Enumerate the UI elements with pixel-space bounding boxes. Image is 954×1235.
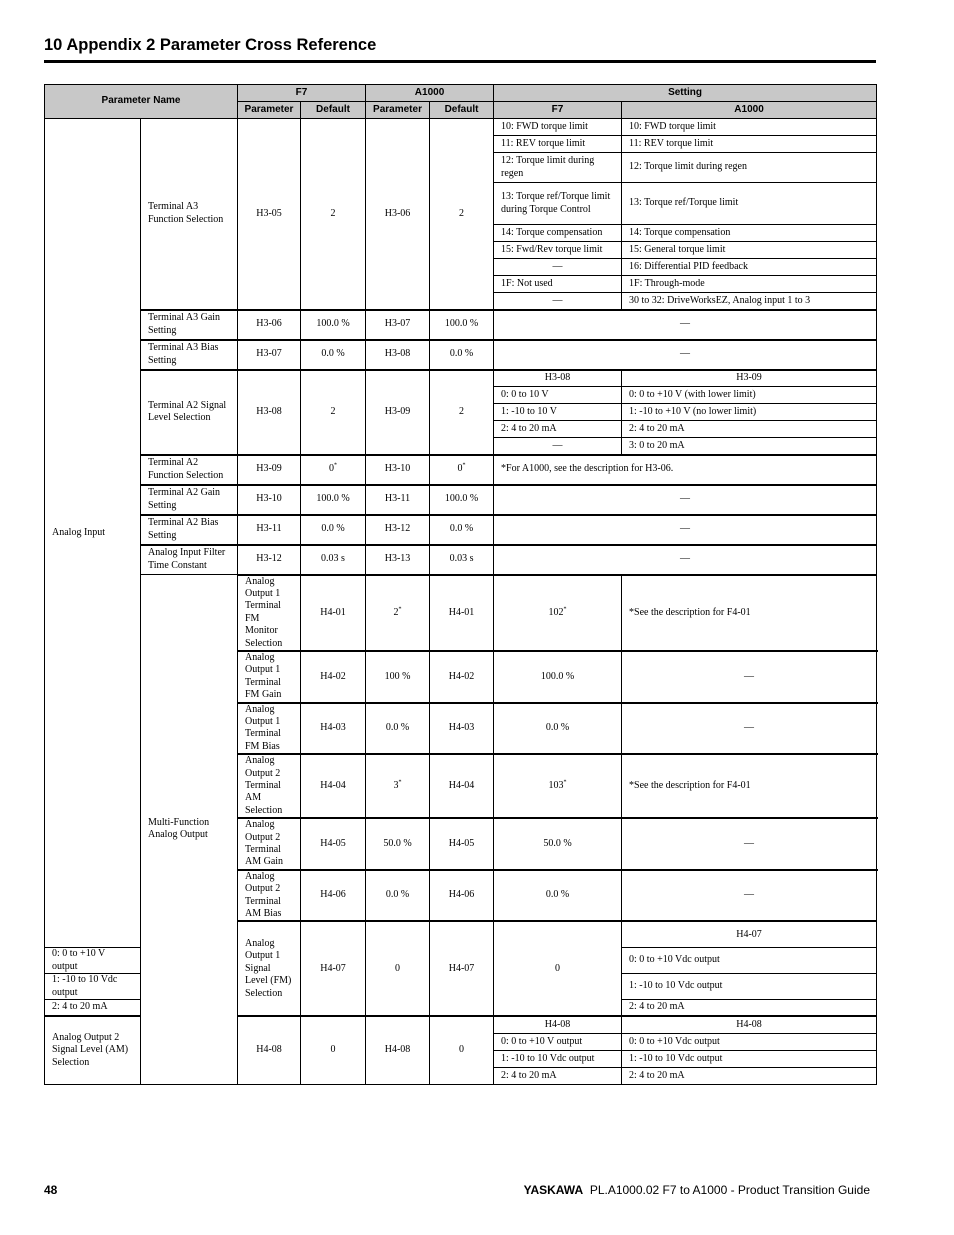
a1000-default <box>430 455 494 485</box>
table-row <box>45 340 877 370</box>
a1000-default: 50.0 % <box>494 818 622 870</box>
param-name: Analog Output 1 Terminal FM Bias <box>238 703 301 755</box>
f7-default: 0 <box>301 1016 366 1084</box>
setting-a1000-option: 0: 0 to +10 Vdc output <box>622 948 877 974</box>
setting-f7-option: 1F: Not used <box>494 276 622 293</box>
f7-default: 0.0 % <box>366 870 430 922</box>
param-name-header: Parameter Name <box>45 85 238 119</box>
setting-a1000-option: 2: 4 to 20 mA <box>622 999 877 1016</box>
footnote-mark: * <box>398 606 402 613</box>
f7-default: 0.0 % <box>301 340 366 370</box>
f7-parameter-header: Parameter <box>238 102 301 119</box>
f7-default: 0.0 % <box>301 515 366 545</box>
setting-f7-option: 2: 4 to 20 mA <box>494 1067 622 1084</box>
param-name: Terminal A2 Signal Level Selection <box>141 370 238 455</box>
a1000-param: H4-02 <box>430 651 494 703</box>
setting-a1000-option: 30 to 32: DriveWorksEZ, Analog input 1 to 3 <box>622 293 877 310</box>
f7-default <box>366 575 430 651</box>
a1000-header: A1000 <box>366 85 494 102</box>
a1000-param: H4-06 <box>430 870 494 922</box>
default-value: 0 <box>457 463 463 475</box>
setting-note: — <box>494 340 877 370</box>
setting-note: — <box>494 545 877 575</box>
f7-default: 0 <box>366 921 430 1016</box>
f7-default: 2 <box>301 119 366 310</box>
a1000-default: 2 <box>430 119 494 310</box>
page-number: 48 <box>44 1183 58 1197</box>
a1000-default: 0.0 % <box>494 870 622 922</box>
table-row <box>45 485 877 515</box>
setting-note: *For A1000, see the description for H3-06. <box>494 455 877 485</box>
setting-a1000-subhead: H3-09 <box>622 370 877 387</box>
setting-note: — <box>494 515 877 545</box>
setting-a1000-option: 1: -10 to 10 Vdc output <box>622 1050 877 1067</box>
f7-param: H3-10 <box>238 485 301 515</box>
footnote-mark: * <box>334 462 337 469</box>
setting-a1000-option: 3: 0 to 20 mA <box>622 438 877 455</box>
table-row <box>45 455 877 485</box>
f7-param: H4-02 <box>301 651 366 703</box>
a1000-param: H4-07 <box>430 921 494 1016</box>
a1000-default: 0 <box>494 921 622 1016</box>
a1000-default: 100.0 % <box>494 651 622 703</box>
table-row <box>45 370 877 387</box>
param-name: Terminal A2 Function Selection <box>141 455 238 485</box>
param-name: Analog Output 2 Terminal AM Bias <box>238 870 301 922</box>
setting-f7-option: 1: -10 to 10 Vdc output <box>45 974 141 1000</box>
f7-param: H4-05 <box>301 818 366 870</box>
setting-f7-option: 10: FWD torque limit <box>494 119 622 136</box>
setting-a1000-option: 11: REV torque limit <box>622 136 877 153</box>
setting-f7-option: 12: Torque limit during regen <box>494 153 622 183</box>
setting-f7-option: 1: -10 to 10 Vdc output <box>494 1050 622 1067</box>
setting-f7-option: 13: Torque ref/Torque limit during Torque Control <box>494 183 622 225</box>
setting-note: *See the description for F4-01 <box>622 754 877 818</box>
setting-a1000-option: 2: 4 to 20 mA <box>622 1067 877 1084</box>
param-name: Terminal A3 Function Selection <box>141 119 238 310</box>
setting-f7-option: — <box>494 438 622 455</box>
setting-note: — <box>494 485 877 515</box>
f7-default: 0.03 s <box>301 545 366 575</box>
param-name: Terminal A3 Bias Setting <box>141 340 238 370</box>
table-row <box>45 119 877 136</box>
default-value: 103 <box>548 780 564 791</box>
setting-f7-option: 0: 0 to 10 V <box>494 387 622 404</box>
a1000-default <box>494 754 622 818</box>
param-name: Terminal A2 Gain Setting <box>141 485 238 515</box>
a1000-default: 0.0 % <box>430 340 494 370</box>
page-title: 10 Appendix 2 Parameter Cross Reference <box>44 36 377 54</box>
table-row <box>45 545 877 575</box>
setting-f7-option: 0: 0 to +10 V output <box>45 948 141 974</box>
parameter-cross-reference-table <box>44 84 877 1085</box>
f7-param: H3-08 <box>238 370 301 455</box>
a1000-parameter-header: Parameter <box>366 102 430 119</box>
f7-param: H4-01 <box>301 575 366 651</box>
setting-f7-option: 14: Torque compensation <box>494 225 622 242</box>
a1000-default: 2 <box>430 370 494 455</box>
param-name: Analog Output 1 Signal Level (FM) Selection <box>238 921 301 1016</box>
setting-header: Setting <box>494 85 877 102</box>
setting-f7-option: 0: 0 to +10 V output <box>494 1033 622 1050</box>
param-name: Analog Input Filter Time Constant <box>141 545 238 575</box>
footer-doc-name: PL.A1000.02 F7 to A1000 - Product Transition Guide <box>589 1183 870 1197</box>
setting-f7-subhead: H4-08 <box>494 1016 622 1033</box>
a1000-param: H4-08 <box>366 1016 430 1084</box>
a1000-default: 0.03 s <box>430 545 494 575</box>
setting-a1000-header: A1000 <box>622 102 877 119</box>
setting-note: *See the description for F4-01 <box>622 575 877 651</box>
param-name: Analog Output 2 Terminal AM Gain <box>238 818 301 870</box>
setting-f7-option: 1: -10 to 10 V <box>494 404 622 421</box>
default-value: 3 <box>393 780 399 791</box>
f7-default <box>366 754 430 818</box>
default-value: 102 <box>548 606 564 618</box>
footnote-mark: * <box>462 462 466 469</box>
a1000-param: H3-12 <box>366 515 430 545</box>
footnote-mark: * <box>563 606 567 613</box>
f7-param: H3-09 <box>238 455 301 485</box>
param-name: Terminal A2 Bias Setting <box>141 515 238 545</box>
f7-default: 100.0 % <box>301 310 366 340</box>
group-analog-input: Analog Input <box>45 119 141 948</box>
setting-f7-option: 11: REV torque limit <box>494 136 622 153</box>
a1000-default-header: Default <box>430 102 494 119</box>
f7-param: H4-04 <box>301 754 366 818</box>
param-name: Analog Output 1 Terminal FM Monitor Selection <box>238 575 301 651</box>
a1000-param: H3-09 <box>366 370 430 455</box>
setting-a1000-option: 10: FWD torque limit <box>622 119 877 136</box>
setting-note: — <box>622 870 877 922</box>
a1000-param: H3-07 <box>366 310 430 340</box>
footnote-mark: * <box>563 779 567 786</box>
a1000-param: H3-10 <box>366 455 430 485</box>
a1000-param: H3-11 <box>366 485 430 515</box>
footer-brand: YASKAWA <box>523 1183 584 1197</box>
setting-note: — <box>622 651 877 703</box>
setting-a1000-option: 1: -10 to +10 V (no lower limit) <box>622 404 877 421</box>
setting-f7-option: — <box>494 293 622 310</box>
header-row <box>45 85 877 102</box>
default-value: 0 <box>329 463 334 475</box>
f7-header: F7 <box>238 85 366 102</box>
a1000-param: H4-05 <box>430 818 494 870</box>
a1000-default <box>494 575 622 651</box>
setting-a1000-option: 0: 0 to +10 Vdc output <box>622 1033 877 1050</box>
setting-a1000-option: 15: General torque limit <box>622 242 877 259</box>
setting-note: — <box>622 818 877 870</box>
f7-param: H3-06 <box>238 310 301 340</box>
param-name: Terminal A3 Gain Setting <box>141 310 238 340</box>
f7-param: H4-06 <box>301 870 366 922</box>
a1000-default: 100.0 % <box>430 310 494 340</box>
a1000-default: 0.0 % <box>494 703 622 755</box>
setting-a1000-option: 1: -10 to 10 Vdc output <box>622 974 877 1000</box>
f7-default: 2 <box>301 370 366 455</box>
setting-a1000-option: 16: Differential PID feedback <box>622 259 877 276</box>
a1000-param: H3-06 <box>366 119 430 310</box>
footer-doc-title <box>524 1183 870 1197</box>
setting-note: — <box>622 703 877 755</box>
f7-param: H3-11 <box>238 515 301 545</box>
f7-param: H4-08 <box>238 1016 301 1084</box>
f7-default: 100.0 % <box>301 485 366 515</box>
param-name: Analog Output 2 Signal Level (AM) Selection <box>45 1016 141 1084</box>
f7-default: 50.0 % <box>366 818 430 870</box>
setting-a1000-option: 0: 0 to +10 V (with lower limit) <box>622 387 877 404</box>
f7-param: H3-12 <box>238 545 301 575</box>
a1000-default: 0 <box>430 1016 494 1084</box>
setting-a1000-subhead: H4-08 <box>622 1016 877 1033</box>
setting-f7-subhead: H3-08 <box>494 370 622 387</box>
setting-a1000-option: 14: Torque compensation <box>622 225 877 242</box>
a1000-param: H3-08 <box>366 340 430 370</box>
setting-note: — <box>494 310 877 340</box>
footnote-mark: * <box>398 779 402 786</box>
setting-a1000-option: 2: 4 to 20 mA <box>622 421 877 438</box>
f7-default <box>301 455 366 485</box>
f7-param: H4-03 <box>301 703 366 755</box>
group-multi-function-analog-output: Multi-Function Analog Output <box>141 575 238 1085</box>
f7-param: H4-07 <box>301 921 366 1016</box>
a1000-param: H4-04 <box>430 754 494 818</box>
setting-a1000-option: 13: Torque ref/Torque limit <box>622 183 877 225</box>
setting-f7-option: — <box>494 259 622 276</box>
title-rule <box>44 60 876 63</box>
setting-f7-subhead: H4-07 <box>622 921 877 947</box>
f7-param: H3-05 <box>238 119 301 310</box>
param-name: Analog Output 2 Terminal AM Selection <box>238 754 301 818</box>
table-row <box>45 575 877 651</box>
table-row <box>45 515 877 545</box>
table-row <box>45 310 877 340</box>
setting-a1000-option: 12: Torque limit during regen <box>622 153 877 183</box>
setting-f7-option: 2: 4 to 20 mA <box>45 999 141 1016</box>
f7-param: H3-07 <box>238 340 301 370</box>
a1000-default: 0.0 % <box>430 515 494 545</box>
f7-default-header: Default <box>301 102 366 119</box>
a1000-param: H4-01 <box>430 575 494 651</box>
setting-a1000-option: 1F: Through-mode <box>622 276 877 293</box>
a1000-param: H4-03 <box>430 703 494 755</box>
f7-default: 100 % <box>366 651 430 703</box>
a1000-default: 100.0 % <box>430 485 494 515</box>
a1000-param: H3-13 <box>366 545 430 575</box>
param-name: Analog Output 1 Terminal FM Gain <box>238 651 301 703</box>
setting-f7-option: 15: Fwd/Rev torque limit <box>494 242 622 259</box>
setting-f7-header: F7 <box>494 102 622 119</box>
table-body <box>45 85 877 1085</box>
f7-default: 0.0 % <box>366 703 430 755</box>
default-value: 2 <box>393 606 399 618</box>
setting-f7-option: 2: 4 to 20 mA <box>494 421 622 438</box>
